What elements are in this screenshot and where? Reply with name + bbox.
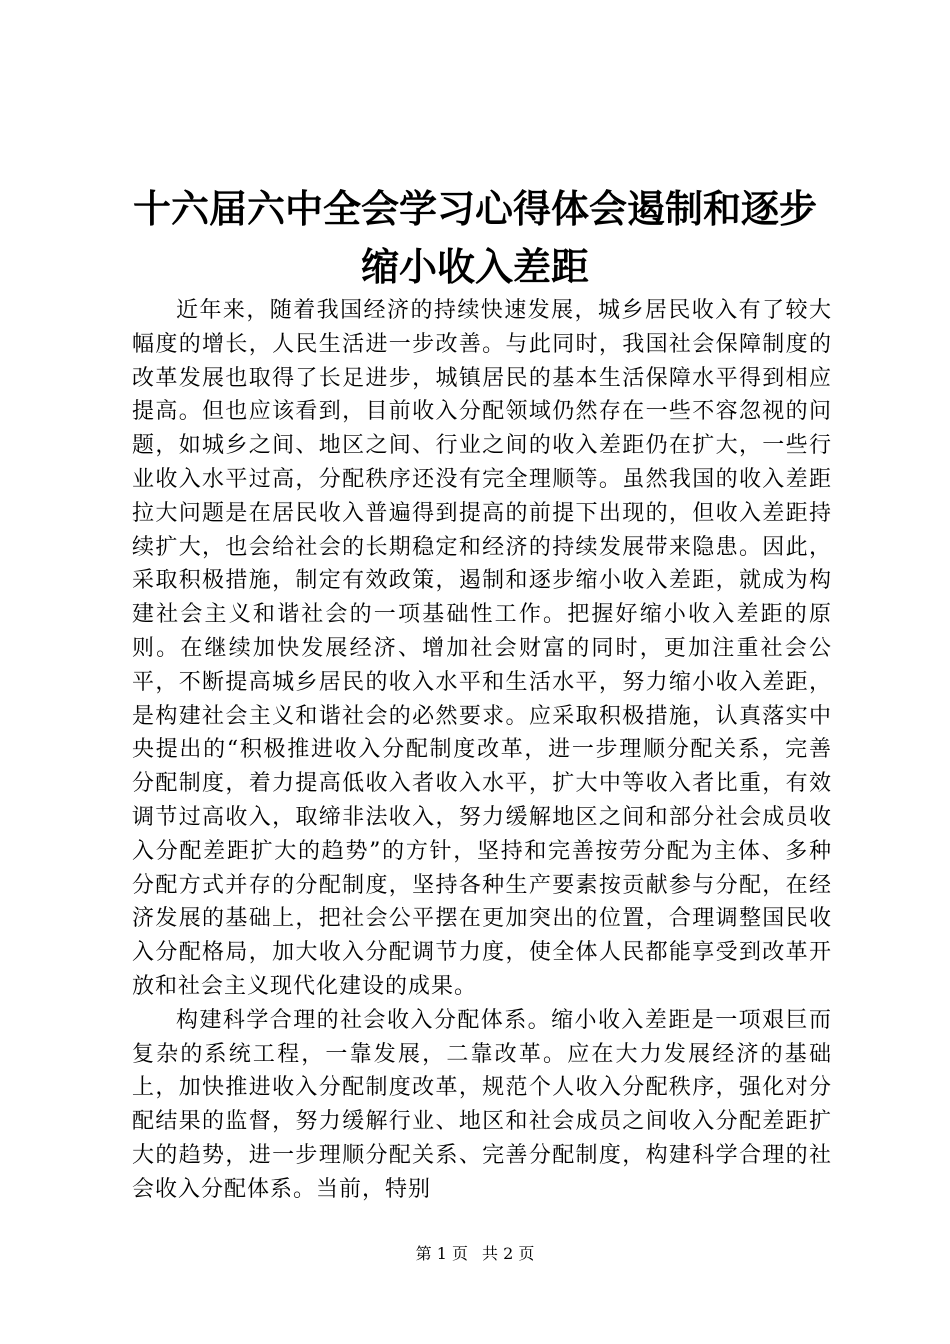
paragraph-2: 构建科学合理的社会收入分配体系。缩小收入差距是一项艰巨而复杂的系统工程，一靠发展，二靠改革。应在大力发展经济的基础上，加快推进收入分配制度改革，规范个人收入分配秩序，强化对分配结果的监督，努力缓解行业、地区和社会成员之间收入分配差距扩大的趋势，进一步理顺分配关系、完善分配制度，构建科学合理的社会收入分配体系。当前，特别	[132, 1007, 832, 1202]
paragraph-1: 近年来，随着我国经济的持续快速发展，城乡居民收入有了较大幅度的增长，人民生活进一步改善。与此同时，我国社会保障制度的改革发展也取得了长足进步，城镇居民的基本生活保障水平得到相应提高。但也应该看到，目前收入分配领域仍然存在一些不容忽视的问题，如城乡之间、地区之间、行业之间的收入差距仍在扩大，一些行业收入水平过高，分配秩序还没有完全理顺等。虽然我国的收入差距拉大问题是在居民收入普遍得到提高的前提下出现的，但收入差距持续扩大，也会给社会的长期稳定和经济的持续发展带来隐患。因此，采取积极措施，制定有效政策，遏制和逐步缩小收入差距，就成为构建社会主义和谐社会的一项基础性工作。把握好缩小收入差距的原则。在继续加快发展经济、增加社会财富的同时，更加注重社会公平，不断提高城乡居民的收入水平和生活水平，努力缩小收入差距，是构建社会主义和谐社会的必然要求。应采取积极措施，认真落实中央提出的“积极推进收入分配制度改革，进一步理顺分配关系，完善分配制度，着力提高低收入者收入水平，扩大中等收入者比重，有效调节过高收入，取缔非法收入，努力缓解地区之间和部分社会成员收入分配差距扩大的趋势”的方针，坚持和完善按劳分配为主体、多种分配方式并存的分配制度，坚持各种生产要素按贡献参与分配，在经济发展的基础上，把社会公平摆在更加突出的位置，合理调整国民收入分配格局，加大收入分配调节力度，使全体人民都能享受到改革开放和社会主义现代化建设的成果。	[132, 298, 832, 999]
document-title: 十六届六中全会学习心得体会遏制和逐步缩小收入差距	[132, 186, 817, 289]
document-body	[132, 294, 832, 1207]
page-total: 共 2 页	[482, 1244, 535, 1263]
page-footer	[0, 1244, 950, 1264]
page-number: 第 1 页	[415, 1244, 468, 1263]
